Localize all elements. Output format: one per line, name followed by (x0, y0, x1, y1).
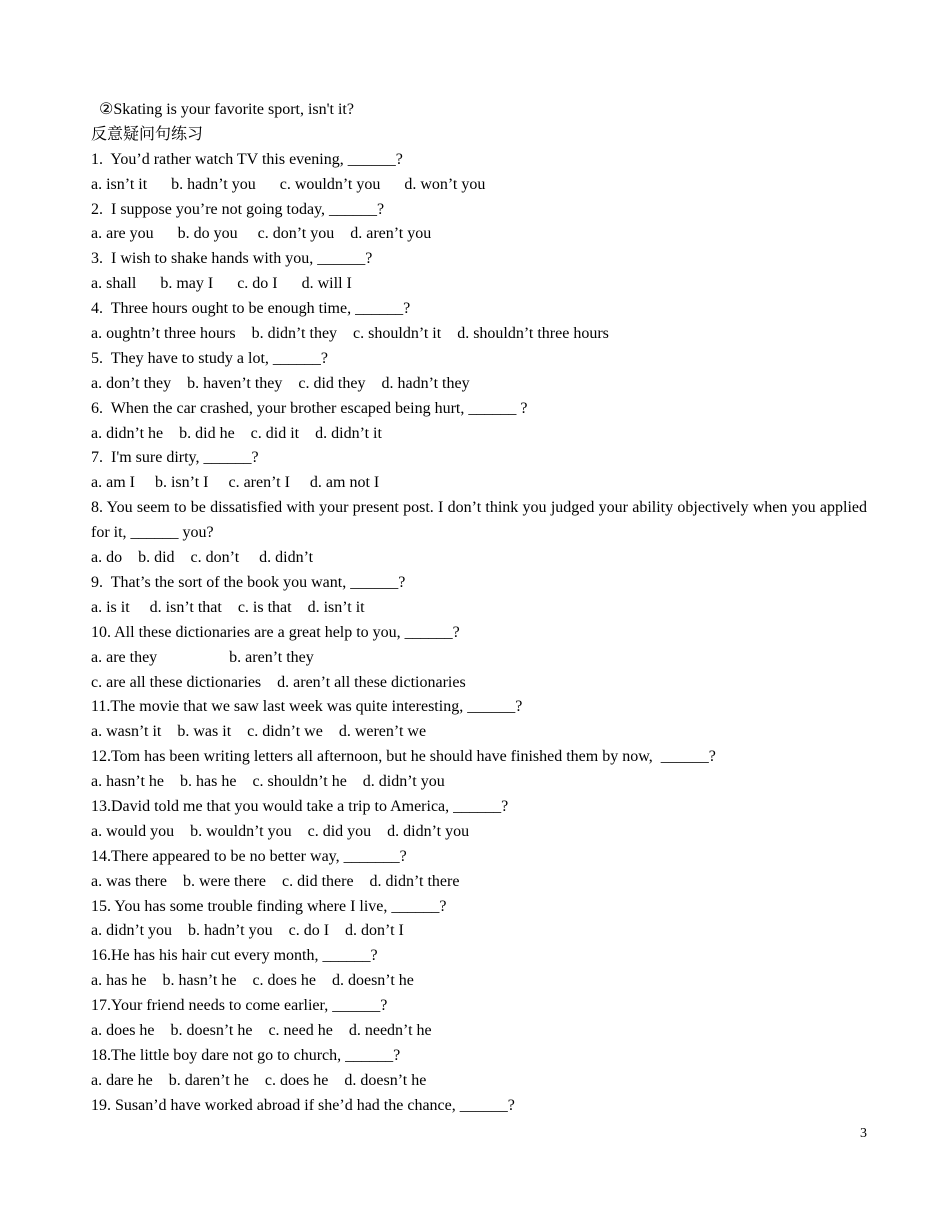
question-13-options: a. would you b. wouldn’t you c. did you d. didn’t you (91, 822, 470, 840)
question-16-options: a. has he b. hasn’t he c. does he d. doesn’t he (91, 972, 414, 990)
question-12: 12.Tom has been writing letters all afternoon, but he should have finished them by now, ______? (91, 748, 716, 766)
question-16: 16.He has his hair cut every month, ______? (91, 947, 378, 965)
question-8: 8. You seem to be dissatisfied with your present post. I don’t think you judged your ability objectively when you applied for it, ______ you? (91, 499, 867, 542)
question-10-options-row-2: c. are all these dictionaries d. aren’t all these dictionaries (91, 673, 466, 691)
question-17-options: a. does he b. doesn’t he c. need he d. needn’t he (91, 1021, 432, 1039)
question-1-options: a. isn’t it b. hadn’t you c. wouldn’t you d. won’t you (91, 175, 486, 193)
question-2-options: a. are you b. do you c. don’t you d. aren’t you (91, 225, 432, 243)
question-8-options: a. do b. did c. don’t d. didn’t (91, 549, 314, 567)
question-10: 10. All these dictionaries are a great help to you, ______? (91, 623, 460, 641)
question-7: 7. I'm sure dirty, ______? (91, 449, 259, 467)
question-18: 18.The little boy dare not go to church, ______? (91, 1046, 401, 1064)
section-heading: 反意疑问句练习 (91, 125, 204, 143)
question-18-options: a. dare he b. daren’t he c. does he d. doesn’t he (91, 1071, 427, 1089)
question-6: 6. When the car crashed, your brother escaped being hurt, ______ ? (91, 399, 528, 417)
question-5-options: a. don’t they b. haven’t they c. did they d. hadn’t they (91, 374, 470, 392)
question-19: 19. Susan’d have worked abroad if she’d had the chance, ______? (91, 1096, 515, 1114)
question-11-options: a. wasn’t it b. was it c. didn’t we d. weren’t we (91, 723, 427, 741)
question-2: 2. I suppose you’re not going today, ______? (91, 200, 385, 218)
question-17: 17.Your friend needs to come earlier, ______? (91, 997, 388, 1015)
question-10-options-row-1: a. are they b. aren’t they (91, 648, 314, 666)
question-14-options: a. was there b. were there c. did there d. didn’t there (91, 872, 460, 890)
question-15: 15. You has some trouble finding where I live, ______? (91, 897, 447, 915)
question-15-options: a. didn’t you b. hadn’t you c. do I d. don’t I (91, 922, 404, 940)
document-page (91, 98, 867, 1119)
question-3: 3. I wish to shake hands with you, ______? (91, 250, 373, 268)
question-9-options: a. is it d. isn’t that c. is that d. isn’t it (91, 598, 365, 616)
example-sentence-2: ②Skating is your favorite sport, isn't it? (99, 101, 354, 118)
question-4: 4. Three hours ought to be enough time, ______? (91, 300, 411, 318)
question-9: 9. That’s the sort of the book you want, ______? (91, 573, 406, 591)
question-3-options: a. shall b. may I c. do I d. will I (91, 275, 352, 293)
question-1: 1. You’d rather watch TV this evening, ______? (91, 150, 403, 168)
page-number: 3 (860, 1126, 867, 1141)
question-5: 5. They have to study a lot, ______? (91, 349, 328, 367)
question-14: 14.There appeared to be no better way, _______? (91, 847, 407, 865)
question-6-options: a. didn’t he b. did he c. did it d. didn’t it (91, 424, 382, 442)
question-4-options: a. oughtn’t three hours b. didn’t they c. shouldn’t it d. shouldn’t three hours (91, 325, 609, 343)
question-13: 13.David told me that you would take a trip to America, ______? (91, 797, 509, 815)
question-7-options: a. am I b. isn’t I c. aren’t I d. am not I (91, 474, 380, 492)
question-11: 11.The movie that we saw last week was quite interesting, ______? (91, 698, 523, 716)
question-12-options: a. hasn’t he b. has he c. shouldn’t he d. didn’t you (91, 773, 445, 791)
